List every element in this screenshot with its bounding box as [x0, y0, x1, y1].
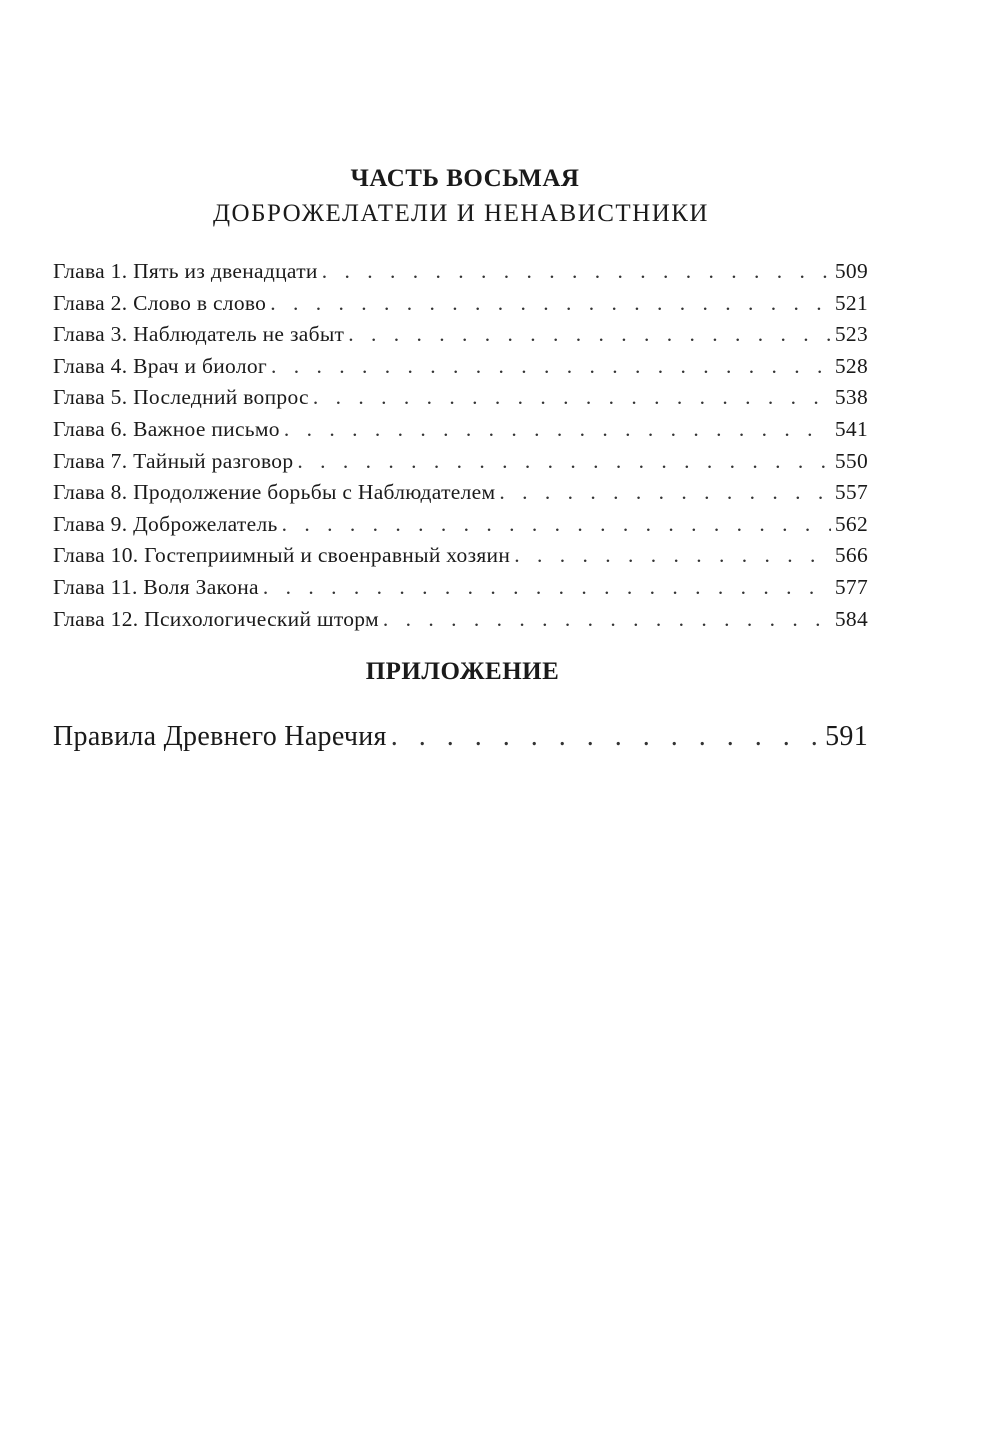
dot-leader [297, 446, 830, 478]
chapter-entry[interactable] [53, 446, 868, 478]
chapter-page-number: 577 [834, 574, 868, 599]
chapter-entry[interactable] [53, 572, 868, 604]
dot-leader [391, 717, 821, 757]
part-title: ЧАСТЬ ВОСЬМАЯ [350, 165, 580, 192]
dot-leader [271, 351, 831, 383]
dot-leader [514, 540, 831, 572]
chapter-page-number: 566 [834, 543, 868, 568]
chapter-entry[interactable] [53, 382, 868, 414]
appendix-label: Правила Древнего Наречия [53, 721, 387, 752]
chapter-label: Глава 7. Тайный разговор [53, 448, 294, 473]
dot-leader [263, 572, 831, 604]
chapter-page-number: 550 [834, 448, 868, 473]
chapter-entry[interactable] [53, 288, 868, 320]
part-subtitle: ДОБРОЖЕЛАТЕЛИ И НЕНАВИСТНИКИ [213, 200, 709, 227]
dot-leader [282, 509, 831, 541]
chapter-page-number: 557 [834, 480, 868, 505]
chapter-list [53, 256, 868, 635]
chapter-label: Глава 6. Важное письмо [53, 416, 280, 441]
chapter-label: Глава 8. Продолжение борьбы с Наблюдателем [53, 480, 496, 505]
chapter-label: Глава 5. Последний вопрос [53, 385, 309, 410]
chapter-page-number: 509 [834, 259, 868, 283]
dot-leader [284, 414, 831, 446]
appendix-page-number: 591 [825, 721, 868, 752]
dot-leader [348, 319, 831, 351]
chapter-entry[interactable] [53, 477, 868, 509]
chapter-label: Глава 10. Гостеприимный и своенравный хозяин [53, 543, 511, 568]
dot-leader [322, 256, 831, 288]
dot-leader [313, 382, 831, 414]
chapter-label: Глава 9. Доброжелатель [53, 511, 278, 536]
chapter-page-number: 541 [834, 416, 868, 441]
chapter-entry[interactable] [53, 319, 868, 351]
dot-leader [383, 604, 831, 636]
chapter-entry[interactable] [53, 414, 868, 446]
chapter-entry[interactable] [53, 509, 868, 541]
appendix-title: ПРИЛОЖЕНИЕ [365, 658, 560, 685]
chapter-page-number: 562 [834, 511, 868, 536]
chapter-entry[interactable] [53, 351, 868, 383]
chapter-page-number: 528 [834, 353, 868, 378]
chapter-page-number: 523 [834, 322, 868, 347]
chapter-page-number: 538 [834, 385, 868, 410]
chapter-page-number: 521 [834, 290, 868, 315]
chapter-entry[interactable] [53, 604, 868, 636]
chapter-label: Глава 3. Наблюдатель не забыт [53, 322, 345, 347]
dot-leader [270, 288, 831, 320]
chapter-label: Глава 1. Пять из двенадцати [53, 259, 318, 283]
chapter-label: Глава 12. Психологический шторм [53, 606, 379, 631]
chapter-label: Глава 11. Воля Закона [53, 574, 259, 599]
chapter-label: Глава 2. Слово в слово [53, 290, 267, 315]
chapter-page-number: 584 [834, 606, 868, 631]
chapter-label: Глава 4. Врач и биолог [53, 353, 268, 378]
appendix-entry[interactable] [53, 717, 868, 757]
chapter-entry[interactable] [53, 256, 868, 288]
chapter-entry[interactable] [53, 540, 868, 572]
dot-leader [499, 477, 830, 509]
